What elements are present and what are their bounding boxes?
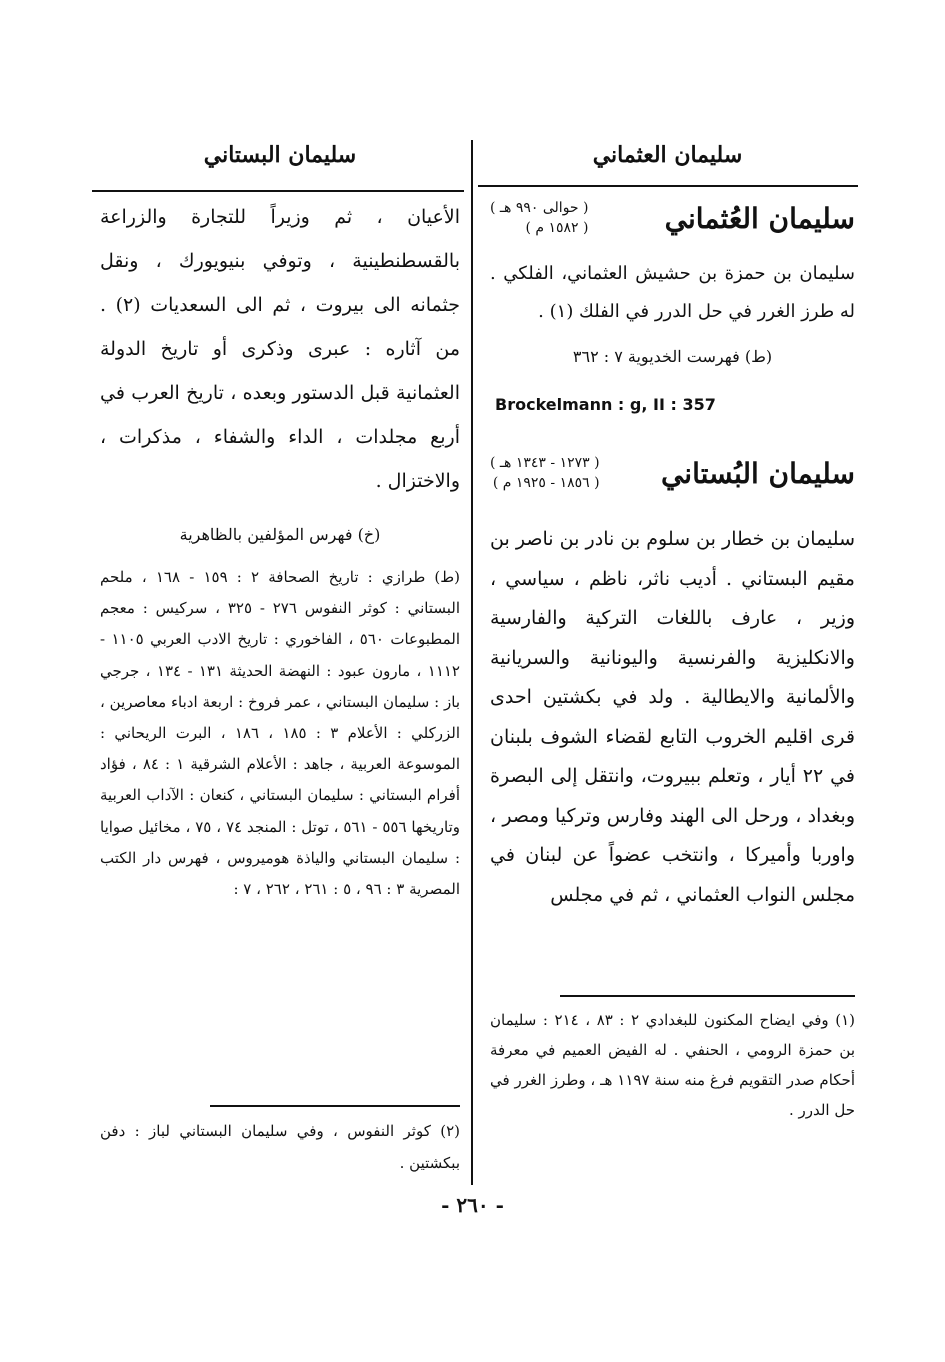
entry-body-bustani: سليمان بن خطار بن سلوم بن نادر بن ناصر بن مقيم البستاني . أديب ناثر، ناظم ، سياسي ، وزير ، عارف باللغات التركية والفارسية والانكليزية والفرنسية واليونانية والسريانية والألمانية والايطالية . ولد في بكشتين احدى قرى اقليم الخروب التابع لقضاء الشوف بلبنان في ٢٢ أيار ، وتعلم ببيروت، وانتقل إلى البصرة وبغداد ، ورحل الى الهند وفارس وتركيا ومصر ، واوربا وأميركا ، وانتخب عضواً عن لبنان في مجلس النواب العثماني ، ثم في مجلس xyxy=(490,528,855,906)
date-gregorian: ( ١٨٥٦ - ١٩٢٥ م ) xyxy=(492,475,600,491)
reference-printed: (ط) فهرست الخديوية ٧ : ٣٦٢ xyxy=(572,347,773,366)
entry-heading-bustani xyxy=(490,445,855,501)
reference-latin: Brockelmann : g, II : 357 xyxy=(495,395,716,414)
date-gregorian: ( ١٥٨٢ م ) xyxy=(525,220,589,236)
entry-heading-othmani xyxy=(490,190,855,246)
entry-body-continuation: الأعيان ، ثم وزيراً للتجارة والزراعة بالقسطنطينية ، وتوفي بنيويورك ، ونقل جثمانه الى بيروت ، ثم الى السعديات (٢) . من آثاره : عبرى وذكرى أو تاريخ الدولة العثمانية قبل الدستور وبعده ، تاريخ العرب في أربع مجلدات ، الداء والشفاء ، مذكرات ، والاختزال . xyxy=(100,206,460,492)
entry-dates xyxy=(490,453,600,493)
entry-name: سليمان البُستاني xyxy=(660,456,855,490)
right-column-title: سليمان العثماني xyxy=(592,142,743,168)
column-divider xyxy=(471,140,473,1185)
page-number: - ٢٦٠ - xyxy=(441,1193,504,1217)
footnote-2: (٢) كوثر النفوس ، وفي سليمان البستاني لباز : دفن ببكشتين . xyxy=(100,1122,460,1172)
footnote-rule-left xyxy=(210,1105,460,1107)
reference-printed-list: (ط) طرازي : تاريخ الصحافة ٢ : ١٥٩ - ١٦٨ ، ملحم البستاني : كوثر النفوس ٢٧٦ - ٣٢٥ ، سركيس : معجم المطبوعات ٥٦٠ ، الفاخوري : تاريخ الادب العربي ١١٠٥ - ١١١٢ ، مارون عبود : النهضة الحديثة ١٣١ - ١٣٤ ، جرجي باز : سليمان البستاني ، عمر فروخ : اربعة ادباء معاصرين ، الزركلي : الأعلام ٣ : ١٨٥ ، ١٨٦ ، البرت الريحاني : الموسوعة العربية ، جاهد : الأعلام الشرقية ١ : ٨٤ ، فؤاد أفرام البستاني : سليمان البستاني ، كنعان : الآداب العربية وتاريخها ٥٥٦ - ٥٦١ ، توتل : المنجد ٧٤ ، ٧٥ ، مخائيل صوايا : سليمان البستاني والياذة هوميروس ، فهرس دار الكتب المصرية ٣ : ٩٦ ، ٥ : ٢٦١ ، ٢٦٢ ، ٧ : xyxy=(100,568,461,899)
entry-body-othmani: سليمان بن حمزة بن حشيش العثماني، الفلكي . له طرز الغرر في حل الدرر في الفلك (١) . xyxy=(490,263,855,322)
entry-name: سليمان العُثماني xyxy=(664,201,855,235)
entry-dates xyxy=(490,198,589,238)
footnote-rule-right xyxy=(560,995,855,997)
left-header-rule xyxy=(92,190,464,192)
right-header-rule xyxy=(478,185,858,187)
date-hijri: ( حوالى ٩٩٠ هـ ) xyxy=(490,200,589,216)
reference-manuscript: (خ) فهرس المؤلفين بالظاهرية xyxy=(179,525,381,544)
footnote-1: (١) وفي ايضاح المكنون للبغدادي ٢ : ٨٣ ، ٢١٤ : سليمان بن حمزة الرومي ، الحنفي . له الفيض العميم في معرفة أحكام صدر التقويم فرغ منه سنة ١١٩٧ هـ ، وطرز الغرر في حل الدرر . xyxy=(490,1011,855,1119)
date-hijri: ( ١٢٧٣ - ١٣٤٣ هـ ) xyxy=(490,455,600,471)
left-column-title: سليمان البستاني xyxy=(203,142,357,168)
